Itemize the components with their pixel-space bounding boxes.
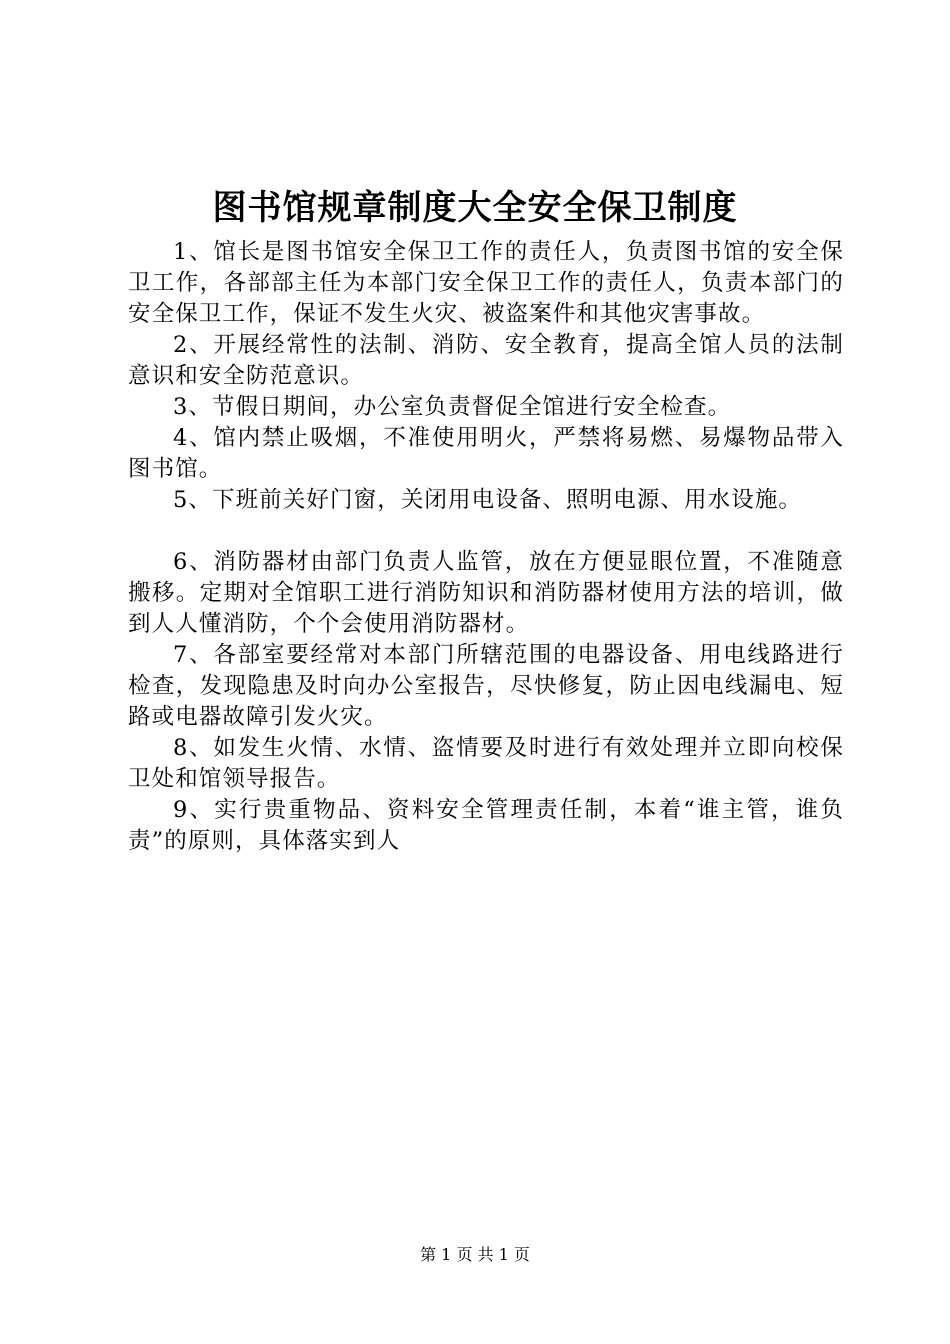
page-number-footer: 第 1 页 共 1 页	[420, 1245, 530, 1264]
paragraph-1: 1、馆长是图书馆安全保卫工作的责任人，负责图书馆的安全保卫工作，各部部主任为本部门安全保卫工作的责任人，负责本部门的安全保卫工作，保证不发生火灾、被盗案件和其他灾害事故。	[128, 239, 844, 327]
paragraph-4: 4、馆内禁止吸烟，不准使用明火，严禁将易燃、易爆物品带入图书馆。	[128, 425, 844, 482]
paragraph-9: 9、实行贵重物品、资料安全管理责任制，本着“谁主管，谁负责”的原则，具体落实到人	[128, 797, 844, 854]
paragraph-3: 3、节假日期间，办公室负责督促全馆进行安全检查。	[173, 394, 732, 420]
paragraph-7: 7、各部室要经常对本部门所辖范围的电器设备、用电线路进行检查，发现隐患及时向办公室报告，尽快修复，防止因电线漏电、短路或电器故障引发火灾。	[128, 642, 844, 730]
paragraph-8: 8、如发生火情、水情、盗情要及时进行有效处理并立即向校保卫处和馆领导报告。	[128, 735, 844, 792]
paragraph-6: 6、消防器材由部门负责人监管，放在方便显眼位置，不准随意搬移。定期对全馆职工进行消防知识和消防器材使用方法的培训，做到人人懂消防，个个会使用消防器材。	[128, 549, 844, 637]
document-title: 图书馆规章制度大全安全保卫制度	[212, 188, 738, 228]
paragraph-5: 5、下班前关好门窗，关闭用电设备、照明电源、用水设施。	[173, 487, 803, 513]
document-body	[128, 237, 844, 857]
paragraph-2: 2、开展经常性的法制、消防、安全教育，提高全馆人员的法制意识和安全防范意识。	[128, 332, 844, 389]
